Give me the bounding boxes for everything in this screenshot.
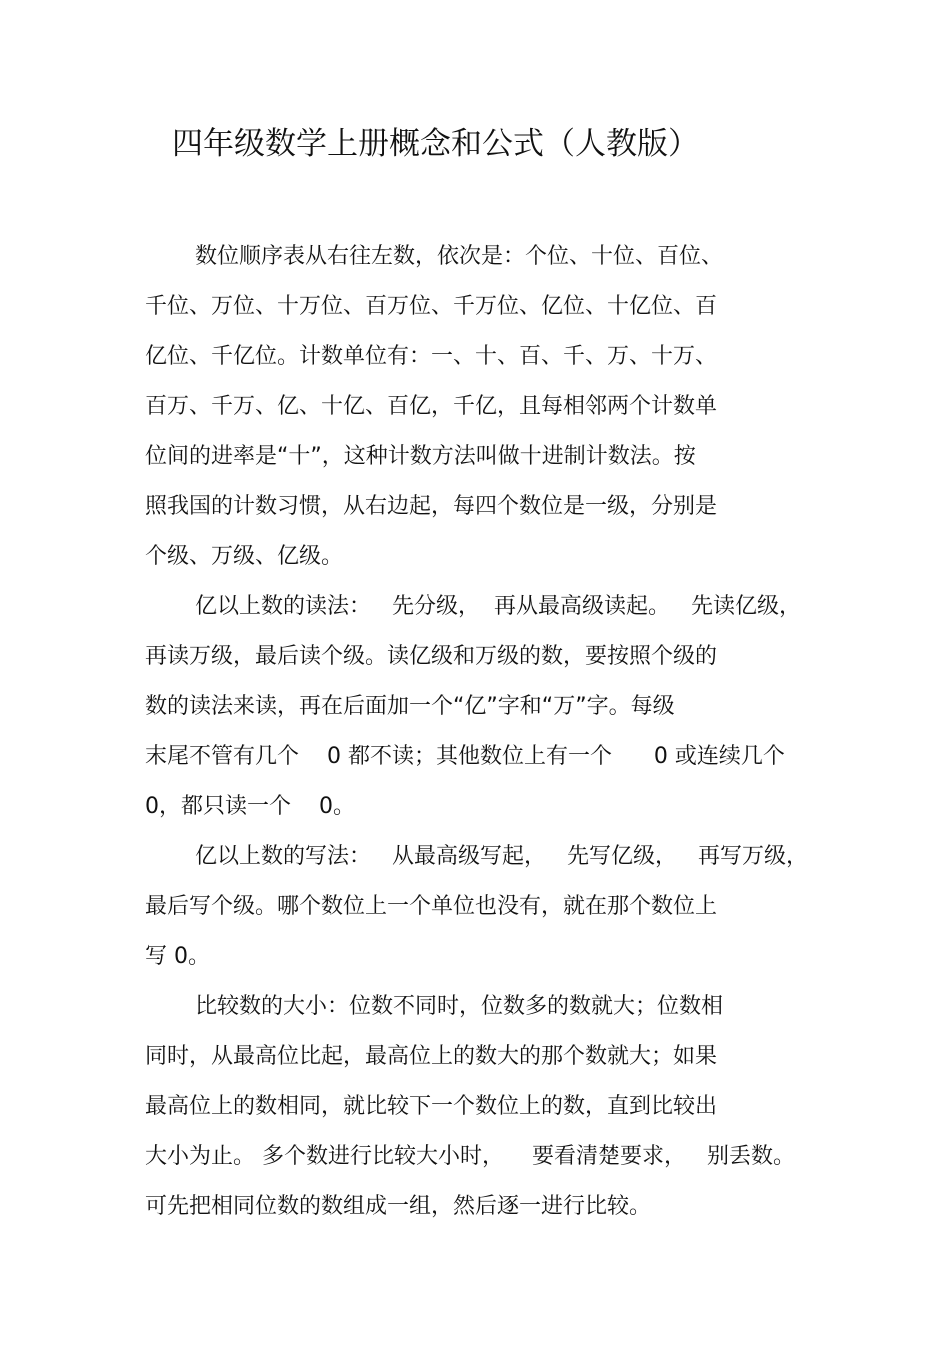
paragraph-line: 数的读法来读，再在后面加一个“亿”字和“万”字。每级 [145,694,675,719]
paragraph-line: 0，都只读一个 0。 [145,794,355,819]
paragraph-line: 最后写个级。哪个数位上一个单位也没有，就在那个数位上 [145,894,718,919]
paragraph-line: 位间的进率是“十”，这种计数方法叫做十进制计数法。按 [145,444,696,469]
paragraph-line: 同时，从最高位比起，最高位上的数大的那个数就大；如果 [145,1044,718,1069]
paragraph-line: 数位顺序表从右往左数，依次是：个位、十位、百位、 [195,244,724,269]
paragraph-line: 末尾不管有几个 0 都不读；其他数位上有一个 0 或连续几个 [145,744,785,769]
paragraph-line: 写 0。 [145,944,210,969]
paragraph-line: 千位、万位、十万位、百万位、千万位、亿位、十亿位、百 [145,294,718,319]
paragraph-line: 照我国的计数习惯，从右边起，每四个数位是一级，分别是 [145,494,718,519]
paragraph-line: 比较数的大小：位数不同时，位数多的数就大；位数相 [195,994,724,1019]
paragraph-line: 个级、万级、亿级。 [145,544,344,569]
paragraph-line: 大小为止。 多个数进行比较大小时， 要看清楚要求， 别丢数。 [145,1144,795,1169]
paragraph-line: 最高位上的数相同，就比较下一个数位上的数，直到比较出 [145,1094,718,1119]
paragraph-line: 百万、千万、亿、十亿、百亿，千亿，且每相邻两个计数单 [145,394,718,419]
paragraph-line: 亿位、千亿位。计数单位有：一、十、百、千、万、十万、 [145,344,718,369]
paragraph-line: 亿以上数的写法： 从最高级写起， 先写亿级， 再写万级， [195,844,808,869]
paragraph-line: 再读万级，最后读个级。读亿级和万级的数，要按照个级的 [145,644,718,669]
paragraph-line: 亿以上数的读法： 先分级， 再从最高级读起。 先读亿级， [195,594,801,619]
paragraph-line: 可先把相同位数的数组成一组，然后逐一进行比较。 [145,1194,652,1219]
page-title: 四年级数学上册概念和公式（人教版） [172,126,699,162]
